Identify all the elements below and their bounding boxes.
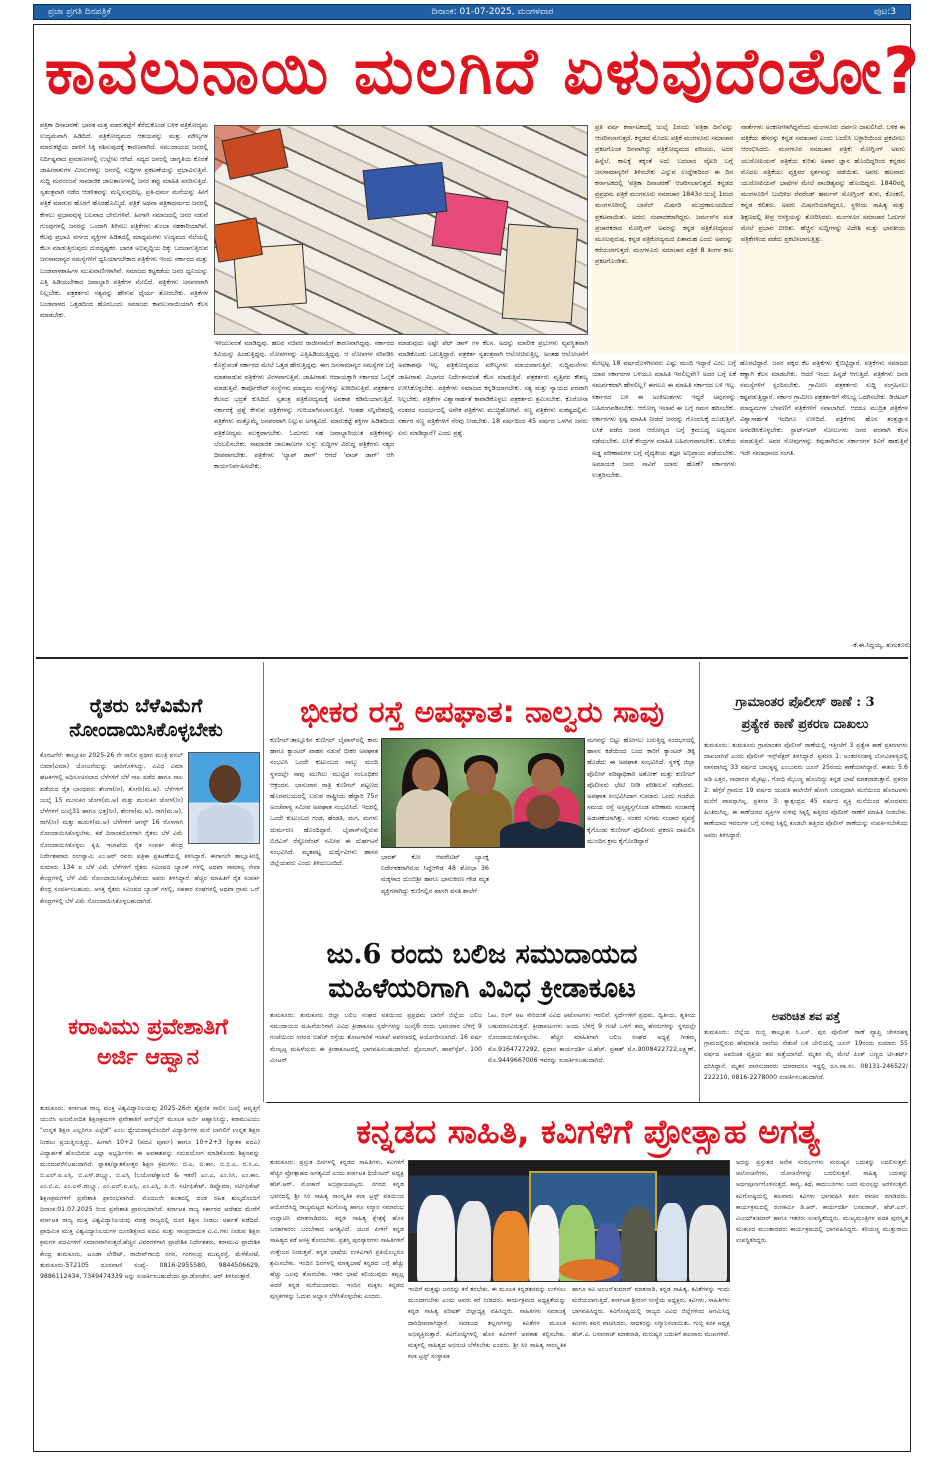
accident-story-column-2 bbox=[381, 852, 489, 937]
kannada-lit-text: ಹಾಗೂ ಕವಿ ಅಂಜನ್‌ಕುಮಾರ್ ಮಾತನಾಡಿ, ಕನ್ನಡ ಸಾಹಿತ್ಯ, ಕವಿತೆಗಳನ್ನು ಇಂದು ಮರೆಯಲಾಗುತ್ತಿದೆ. ಕರ್ನಾಟಕ ಶ್ರೀರಂಗ ಸಂಸ್ಥೆಯ ಅಧ್ಯಕ್ಷರು, ಕವಿಗಳು, ಸಾಹಿತಿಗಳು ಭಾಗವಹಿಸಿದ್ದರು. ಕವಿಗೋಷ್ಠಿಯಲ್ಲಿ ರಾಜ್ಯದ ವಿವಿಧ ಜಿಲ್ಲೆಗಳಿಂದ ಆಗಮಿಸಿದ್ದ ಕವಿಗಳು ಕವನ ವಾಚಿಸಿದರು. ಸಾಧಕರನ್ನು ಸನ್ಮಾನಿಸಲಾಯಿತು. ಗುಬ್ಬಿ ಕನಕ ಅಧ್ಯಕ್ಷ ಹೆಚ್.ವಿ. ಬಸವರಾಜ್ ಮಾತನಾಡಿ, ಮನುಷ್ಯನ ಬದುಕಿಗೆ ಹಲವಾರು ಮುಖಗಳಿವೆ. bbox=[572, 1286, 730, 1338]
lead-story-column-5-shaded bbox=[738, 120, 908, 354]
accident-story-text: ಮಗನನ್ನು ಬಿಟ್ಟು ಹೋಗಲು ಬರುತ್ತಿದ್ದ ಸಂದರ್ಭದಲ್ಲಿ ಹಾಸನ ಕಡೆಯಿಂದ ಬಂದ ಕಾರಿಗೆ ಕ್ಯಾಂಟರ್ ಡಿಕ್ಕಿ ಹೊಡೆದು ಈ ಅಪಘಾತ ಸಂಭವಿಸಿದೆ. ಸ್ಥಳಕ್ಕೆ ಜಿಲ್ಲಾ ಪೊಲೀಸ್ ವರಿಷ್ಠಾಧಿಕಾರಿ ಅಶೋಕ್ ಮತ್ತು ಕುಣಿಗಲ್ ಪೊಲೀಸರು ಭೇಟಿ ನೀಡಿ ಪರಿಶೀಲನೆ ನಡೆಸಿದರು. ಅಪಘಾತ ಸಂಭವಿಸಿದಾಗ ಸುಮಾರು ಒಂದು ಗಂಟೆಯ ಸಮಯ ರಸ್ತೆ ಅಸ್ತವ್ಯಸ್ತಗೊಂಡ ಪರಿಣಾಮ ಸಂಚಾರಕ್ಕೆ ಅಡಚಣೆಯಾಗಿತ್ತು, ನಂತರ ಸುಗಮ ಸಂಚಾರ ವ್ಯವಸ್ಥೆ ಕೈಗೊಂಡು ಕುಣಿಗಲ್ ಪೊಲೀಸರು ಪ್ರಕರಣ ದಾಖಲಿಸಿ ಮುಂದಿನ ಕ್ರಮ ಕೈಗೊಂಡಿದ್ದಾರೆ bbox=[587, 736, 695, 845]
unknown-body-story-body bbox=[704, 1027, 908, 1099]
ksou-headline-line-2: ಅರ್ಜಿ ಆಹ್ವಾನ bbox=[96, 1045, 200, 1070]
column-divider bbox=[699, 662, 700, 1102]
lead-story-column-4 bbox=[592, 358, 736, 654]
photo-person bbox=[493, 1211, 529, 1282]
balija-story-text: ತುಮಕೂರು: ತುಮಕೂರು ಜಿಲ್ಲಾ ಬಲಿಜ ಸಂಘದ ವತಿಯಿಂದ ಪ್ರಪ್ರಥಮ ಬಾರಿಗೆ ಜಿಲ್ಲೆಯ ಬಲಿಜ ಸಮುದಾಯದ ಮಹಿಳೆಯರಿಗಾಗಿ ವಿವಿಧ ಕ್ರೀಡಾಕೂಟ ಸ್ಪರ್ಧೆಗಳನ್ನು ಜುಲೈ6 ರಂದು ಭಾನುವಾರ ಬೆಳಿಗ್ಗೆ 9 ಗಂಟೆಯಿಂದ ನಗರದ ಬಿಹೆಚ್ ರಸ್ತೆಯ ತೋಟಗಾರಿಕೆ ಇಲಾಖೆ ಆವರಣದಲ್ಲಿ ಆಯೋಜಿಸಲಾಗಿದೆ. 16 ವರ್ಷ ಮೇಲ್ಪಟ್ಟ ಮಹಿಳೆಯರು ಈ ಕ್ರೀಡಾಕೂಟದಲ್ಲಿ ಭಾಗವಹಿಸಬಹುದಾಗಿದೆ. ಥ್ರೋಬಾಲ್, ಹಾಪ್‌ಸ್ಟೆಪ್, 100 ಮೀಟರ್ bbox=[270, 1012, 482, 1064]
kannada-lit-text: ಇಂದಿಗೆ ಮತ್ತಷ್ಟು ಜನರನ್ನು ಕರೆ ತರಬೇಕು. ಈ ಮೂಲಕ ಕನ್ನಡತನವನ್ನು ಉಳಿಸಲು ಮುಂದಾಗಬೇಕು ಎಂದು ಅವರು ಕರೆ ನೀಡಿದರು. ಕಾರ್ಯಕ್ರಮದ ಅಧ್ಯಕ್ಷತೆಯನ್ನು ಕನ್ನಡ ಸಾಹಿತ್ಯ ಪರಿಷತ್ ಜಿಲ್ಲಾಧ್ಯಕ್ಷ ವಹಿಸಿದ್ದರು. ಸಾಹಿತಿಗಳು ಸಮಾಜಕ್ಕೆ ದಾರಿದೀಪವಾಗಿದ್ದಾರೆ. ಸಮಾಜದ ತಲ್ಲಣಗಳನ್ನು ಕವಿತೆಗಳ ಮೂಲಕ ಅಭಿವ್ಯಕ್ತಿಸುತ್ತಾರೆ. ಕವಿಗೋಷ್ಠಿಗಳಲ್ಲಿ ಹೊಸ ಕವಿಗಳಿಗೆ ಅವಕಾಶ ಕಲ್ಪಿಸಬೇಕು. ಮಕ್ಕಳಲ್ಲಿ ಸಾಹಿತ್ಯದ ಅಭಿರುಚಿ ಬೆಳೆಸಬೇಕು ಎಂದರು. ಶ್ರೀ ಸಿರಿ ಸಾಹಿತ್ಯ ಸಾಂಸ್ಕೃತಿಕ ಕಲಾ ಟ್ರಸ್ಟ್ ಸಂಸ್ಥಾಪಕ bbox=[408, 1286, 566, 1361]
lead-story-text: ಮಾಡುವುದು ಅಷ್ಟೇ ಪೆಟ್ ಡಾಗ್ ಗಳ ಕೆಲಸ. ಅದನ್ನು ಮಾಲೀಕ ಪ್ರಭುಗಳು ವ್ಯವಸ್ಥಿತವಾಗಿ ಮಾಡಿಕೊಂಡು ಬರುತ್ತಿದ್ದಾರೆ. ಪತ್ರಕರ್ತ ಸ್ವತಂತ್ರವಾಗಿ ಆಲೋಚಿಸುತ್ತಿಲ್ಲ. ಅಂತಹ ಆಲೋಚನೆಗೆ ಅವಕಾಶವೂ ಇಲ್ಲ. ಪತ್ರಿಕೋದ್ಯಮದ ಮೌಲ್ಯಗಳು ಮಾಯವಾಗುತ್ತಿವೆ. ಸುದ್ದಿಮನೆಗಳು ಜಾಹೀರಾತು ವಿಭಾಗದ ನಿರ್ದೇಶನದಂತೆ ಕೆಲಸ ಮಾಡುತ್ತಿವೆ. ಪತ್ರಕರ್ತರು ವೃತ್ತಿಪರ ಕೌಶಲ್ಯ ಉಳಿಸಿಕೊಳ್ಳಬೇಕು. ಪತ್ರಿಕೆಗಳು ಸಮಾಜದ ಕನ್ನಡಿಯಾಗಬೇಕು. ಸತ್ಯ ಮತ್ತು ನ್ಯಾಯದ ಪರವಾಗಿ ನಿಲ್ಲಬೇಕು. ಪತ್ರಿಕೆಗಳ ವಿಶ್ವಾಸಾರ್ಹತೆ ಕಾಪಾಡಿಕೊಳ್ಳಲು ಪತ್ರಕರ್ತರು ಶ್ರಮಿಸಬೇಕು. ಕೊರೋನಾ ನಂತರದ ಸಂದರ್ಭದಲ್ಲಿ ಅನೇಕ ಪತ್ರಿಕೆಗಳು ಮುಚ್ಚಿಹೋಗಿವೆ. ಸಣ್ಣ ಪತ್ರಿಕೆಗಳು ಸಂಕಷ್ಟದಲ್ಲಿವೆ. ಸರ್ಕಾರ ಸಣ್ಣ ಪತ್ರಿಕೆಗಳಿಗೆ ನೆರವು ನೀಡಬೇಕು. 18 ವರ್ಷದಿಂದ 45 ವರ್ಷದ ಒಳಗಿನ ಜನರು ಏನು ಮಾಡಿದ್ದಾರೆ? ಎಂದು ಪ್ರಶ್ನೆ. bbox=[398, 339, 588, 437]
kannada-lit-text: ತುಮಕೂರು: ಪ್ರಸ್ತುತ ದಿನಗಳಲ್ಲಿ ಕನ್ನಡದ ಸಾಹಿತಿಗಳು, ಕವಿಗಳಿಗೆ ಹೆಚ್ಚಿನ ಪ್ರೋತ್ಸಾಹದ ಅಗತ್ಯವಿದೆ ಎಂದು ಕರ್ನಾಟಕ ಥಿಯೇಟರ್ ಅಧ್ಯಕ್ಷ ಹೆಚ್.ಆರ್. ಮೋಹನ್ ಅಭಿಪ್ರಾಯಪಟ್ಟರು. ನಗರದ ಕನ್ನಡ ಭವನದಲ್ಲಿ ಶ್ರೀ ಸಿರಿ ಸಾಹಿತ್ಯ ಸಾಂಸ್ಕೃತಿಕ ಕಲಾ ಟ್ರಸ್ಟ್ ವತಿಯಿಂದ ಆಯೋಜಿಸಿದ್ದ ರಾಜ್ಯಮಟ್ಟದ ಕವಿಗೋಷ್ಠಿ ಹಾಗೂ ಸನ್ಮಾನ ಸಮಾರಂಭ ಉದ್ಘಾಟಿಸಿ ಮಾತನಾಡಿದರು. ಕನ್ನಡ ಸಾಹಿತ್ಯ ಕ್ಷೇತ್ರಕ್ಕೆ ಹೊಸ ಬರಹಗಾರರು ಬರಬೇಕಾದ ಅಗತ್ಯವಿದೆ. ಯುವ ಪೀಳಿಗೆ ಕನ್ನಡ ಸಾಹಿತ್ಯದ ಕಡೆ ಆಸಕ್ತಿ ತೋರಬೇಕು. ಪ್ರಶಸ್ತಿ ಪುರಸ್ಕಾರಗಳು ಸಾಹಿತಿಗಳಿಗೆ ಉತ್ತೇಜನ ನೀಡುತ್ತವೆ. ಕನ್ನಡ ಭಾಷೆಯ ಉಳಿವಿಗಾಗಿ ಪ್ರತಿಯೊಬ್ಬರೂ ಶ್ರಮಿಸಬೇಕು. ಇಂದಿನ ದಿನಗಳಲ್ಲಿ ಮಾತೃಭಾಷೆ ಕನ್ನಡದ ಬಗ್ಗೆ ಹೆಚ್ಚು ಹೆಚ್ಚು ಒಲವು ತೋರಬೇಕು. ಇತರ ಭಾಷೆ ಕಲಿಯುವುದು ತಪ್ಪಲ್ಲ ಆದರೆ ಕನ್ನಡ ಮರೆಯಬಾರದು. ಇಂದಿನ ಮಕ್ಕಳು ಕನ್ನಡದ ಪುಸ್ತಕಗಳನ್ನು ಓದುವ ಅಭ್ಯಾಸ ಬೆಳೆಸಿಕೊಳ್ಳಬೇಕು ಎಂದರು. bbox=[270, 1159, 404, 1301]
police-story-body bbox=[704, 740, 908, 1008]
farmers-story-body bbox=[40, 750, 260, 1005]
lead-story-column-2 bbox=[214, 338, 394, 654]
lead-story-text: ಮೇಲ್ಪಟ್ಟ 18 ವರ್ಷದೊಳಗಿನವರು ಎಷ್ಟು ಮಂದಿ ಇದ್ದಾರೆ ಎಂಬ ಬಗ್ಗೆ ಯಾವ ಸರ್ಕಾರಗಳ ಬಳಿಯೂ ಮಾಹಿತಿ ಇರಲಿಲ್ಲವೇ? ಅದರ ಬಗ್ಗೆ ಏಕೆ ಸಮರ್ಪಕವಾಗಿ ಹೇಳಲಿಲ್ಲ? ಈಗಲೂ ಈ ಮಾಹಿತಿ ಸರ್ಕಾರದ ಬಳಿ ಇಲ್ಲ. ಸರ್ಕಾರದ ಬಳಿ ಈ ಅಂಕಿಅಂಶಗಳು ಇದ್ದರೆ ಅವುಗಳನ್ನು ಬಹಿರಂಗಪಡಿಸಬೇಕು. ಆರೋಗ್ಯ ಇಲಾಖೆ ಈ ಬಗ್ಗೆ ಗಮನ ಹರಿಸಬೇಕು. ಸರ್ಕಾರಗಳು ಸ್ಪಷ್ಟ ಮಾಹಿತಿ ನೀಡದೆ ಜನರನ್ನು ಗೊಂದಲಕ್ಕೆ ದೂಡುತ್ತಿವೆ. ಲಸಿಕೆ ಪಡೆದ ಜನರ ಆರೋಗ್ಯದ ಬಗ್ಗೆ ಕ್ರಮಬದ್ಧ ಅಧ್ಯಯನ ನಡೆಯಬೇಕು. ಲಸಿಕೆ ಕೇಂದ್ರಗಳ ಮಾಹಿತಿ ಬಹಿರಂಗವಾಗಬೇಕು. ಲಸಿಕೆಯ ಅಡ್ಡ ಪರಿಣಾಮಗಳ ಬಗ್ಗೆ ವೈದ್ಯಕೀಯ ತಜ್ಞರ ಅಭಿಪ್ರಾಯ ಪಡೆಯಬೇಕು. ಅಮಾಯಕ ಜನರ ಸಾವಿಗೆ ಯಾರು ಹೊಣೆ? ಸರ್ಕಾರಗಳು ಉತ್ತರಿಸಬೇಕು. bbox=[592, 359, 736, 480]
section-divider bbox=[266, 1102, 908, 1103]
kannada-lit-column-3 bbox=[572, 1284, 730, 1424]
ksou-headline-line-1: ಕರಾವಿಮು ಪ್ರವೇಶಾತಿಗೆ bbox=[68, 1015, 228, 1040]
event-photo bbox=[408, 1160, 730, 1282]
kannada-lit-text: ಅದನ್ನು ಪ್ರಸ್ತುತದ ಅನೇಕ ಸಂದರ್ಭಗಳು ಮನುಷ್ಯನ ಬದುಕನ್ನು ಬದಲಿಸುತ್ತವೆ. ಆಲೋಚನೆಗಳು, ಯೋಚನೆಗಳನ್ನು ಬದಲಿಸುತ್ತವೆ. ಸಾಹಿತ್ಯ ಬದುಕನ್ನು ಅರ್ಥಪೂರ್ಣಗೊಳಿಸುತ್ತದೆ. ಕಾವ್ಯ, ಕಥೆ, ಕಾದಂಬರಿಗಳು ಜನರ ಮನಸ್ಸನ್ನು ಅರಳಿಸುತ್ತವೆ. ಕವಿಗೋಷ್ಠಿಯಲ್ಲಿ ಹಲವಾರು ಕವಿಗಳು ಭಾಗವಹಿಸಿ ಕವನ ವಾಚನ ಮಾಡಿದರು. ಕಾರ್ಯಕ್ರಮದಲ್ಲಿ ರಂಗಕರ್ಮಿ ಡಿ.ಆರ್. ಕಾರ್ಯದರ್ಶಿ ಬಸವರಾಜ್, ಹೆಚ್.ಎನ್. ವಿಜಯ್‌ಕುಮಾರ್ ಹಾಗೂ ಇತರರು ಉಪಸ್ಥಿತರಿದ್ದರು. ಮುಖ್ಯಮಂತ್ರಿಗಳ ಪದಕ ಪುರಸ್ಕೃತ ಮುಕುಂದ ಮುಂತಾದವರು ಕಾರ್ಯಕ್ರಮದಲ್ಲಿ ಭಾಗವಹಿಸಿದ್ದರು. ಕರಿಯಣ್ಣ ಮುತ್ತುರಾಜು ಉಪಸ್ಥಿತರಿದ್ದರು. bbox=[736, 1159, 908, 1245]
lead-story-text: ಹೊರಟಿದ್ದಾರೆ. ಜನರ ಪಕ್ಕದ ಕೆಲ ಪತ್ರಿಕೆಗಳು ಕೈಬಿಟ್ಟಿದ್ದಾರೆ. ಪತ್ರಿಕೆಗಳು ಸಮಾಜದ ಕಣ್ಣಾಗಿ ಕೆಲಸ ಮಾಡಬೇಕು. ಆದರೆ ಇಂದು ಹಿನ್ನಡೆ ಆಗುತ್ತಿದೆ. ಪತ್ರಿಕೆಗಳು ಜನರ ಸಮಸ್ಯೆಗಳಿಗೆ ಸ್ಪಂದಿಸಬೇಕು. ಗ್ರಾಮೀಣ ಪತ್ರಕರ್ತರು ಸುದ್ದಿ ಸಂಗ್ರಹಿಸಲು ಕಷ್ಟಪಡುತ್ತಿದ್ದಾರೆ. ಸರ್ಕಾರ ಗ್ರಾಮೀಣ ಪತ್ರಕರ್ತರಿಗೆ ಸೌಲಭ್ಯ ಒದಗಿಸಬೇಕು. ಡಿಜಿಟಲ್ ಮಾಧ್ಯಮಗಳ ಬೆಳವಣಿಗೆ ಪತ್ರಿಕೆಗಳಿಗೆ ಸವಾಲಾಗಿದೆ. ಆದರೂ ಮುದ್ರಿತ ಪತ್ರಿಕೆಗಳ ವಿಶ್ವಾಸಾರ್ಹತೆ ಇಂದಿಗೂ ಉಳಿದಿದೆ. ಪತ್ರಿಕೆಗಳು ಹೊಸ ತಂತ್ರಜ್ಞಾನ ಅಳವಡಿಸಿಕೊಳ್ಳಬೇಕು. ಸ್ಟಾರ್ಟ್ಅಪ್ ಸೋಲುಗಳು ಜನರ ಪರವಾಗಿ ಕೆಲಸ ಮಾಡುತ್ತಿವೆ. ಅವರ ನೋವುಗಳನ್ನು ಕಿವುಡಾಗಿರುವ ಸರ್ಕಾರಗಳ ಕಿವಿಗೆ ಹಾಕುತ್ತಿವೆ ಇದೇ ಸಮಾಧಾನದ ಸಂಗತಿ. bbox=[740, 359, 908, 457]
newspapers-photo bbox=[214, 125, 588, 335]
lead-story-text: ವಾರ್ತೆಗಳು ಅಂಕಣಗಳಾಗಿದ್ದವೆಂದು ಮಂಗಳೂರು ದರ್ಪಣ ದಾಖಲಿಸಿದೆ. ಬಳಿಕ ಈ ಪತ್ರಿಕೆಯ ಹೆಸರನ್ನು ಕನ್ನಡ ಸಮಾಚಾರ ಎಂದು ಬದಲಿಸಿ ಬಳ್ಳಾರಿಯಿಂದ ಪ್ರಕಟಿಸಲು ಆರಂಭಿಸಿದರು. ಮಂಗಳೂರ ಸಮಾಚಾರ ಪತ್ರಿಕೆ: ಮೋಗ್ಲಿಂಗ್ ಅವರು ಯುರೋಪಿಯನ್ ಪತ್ರಿಕೆಯ ಕುರಿತು ಅಪಾರ ಜ್ಞಾನ ಹೊಂದಿದ್ದರಿಂದ ಕನ್ನಡದ ಮೊದಲ ಪತ್ರಿಕೆಯು ವ್ಯಕ್ತಿಪರ ಸ್ಪರ್ಶವನ್ನು ಪಡೆಯಿತು. ಅವರು ಹಲವಾರು ಯುರೋಪಿಯನ್ ಭಾಷೆಗಳ ಮೇಲೆ ಪಾಂಡಿತ್ಯವನ್ನು ಹೊಂದಿದ್ದರು. 1840ರಲ್ಲಿ ಮಂಗಳೂರಿಗೆ ಬಂದಿಳಿದ ರೆವರೆಂಡ್ ಹರ್ಮನ್ ಮೋಗ್ಲಿಂಗ್ ತುಳು, ಕೊಂಕಣಿ, ಕನ್ನಡ ಕಲಿತರು. ಅವರು ಮಿಷನರಿಯಾಗಿದ್ದರೂ, ಸ್ಥಳೀಯ ಸಾಹಿತ್ಯ ಮತ್ತು ಶಿಕ್ಷಣದಲ್ಲಿ ತೀವ್ರ ಆಸಕ್ತಿಯನ್ನು ತೋರಿಸಿದರು. ಮಂಗಳೂರ ಸಮಾಚಾರ ಓದುಗರ ಮೇಲೆ ಪ್ರಭಾವ ಬೀರಿತು. ಹೆಚ್ಚಿನ ಸುದ್ದಿಗಳನ್ನು ವಿದೇಶಿ ಮತ್ತು ಭಾರತೀಯ ಪತ್ರಿಕೆಗಳಿಂದ ಪಡೆದು ಪ್ರಕಟಿಸಲಾಗುತ್ತಿತ್ತು. bbox=[741, 123, 905, 244]
unknown-body-headline: ಅಪರಿಚಿತ ಶವ ಪತ್ತೆ bbox=[771, 1010, 841, 1023]
page-number: ಪುಟ:3 bbox=[874, 7, 896, 17]
photo-person-head bbox=[526, 795, 560, 829]
photo-person-girl bbox=[396, 789, 454, 848]
accident-story-column-1 bbox=[270, 735, 378, 935]
family-photo bbox=[381, 738, 585, 848]
flower-garland bbox=[559, 1259, 619, 1281]
farmer-officer-portrait bbox=[188, 752, 260, 844]
photo-person bbox=[657, 1203, 687, 1282]
lead-story-column-4-shaded bbox=[592, 120, 736, 354]
ksou-story-text: ತುಮಕೂರು: ಕರ್ನಾಟಕ ರಾಜ್ಯ ಮುಕ್ತ ವಿಶ್ವವಿದ್ಯಾನಿಲಯವು 2025-26ನೇ ಶೈಕ್ಷಣಿಕ ಸಾಲಿನ ಜುಲೈ ಆವೃತ್ತಿಗೆ ಯುಜಿಸಿ ಅನುಮೋದಿತ ಶಿಕ್ಷಣಕ್ರಮಗಳ ಪ್ರವೇಶಾತಿಗೆ ಆನ್‌ಲೈನ್ ಮೂಲಕ ಅರ್ಜಿ ಆಹ್ವಾನಿಸಿದ್ದು, ಕರಾಮುವಿಯು "ಉನ್ನತ ಶಿಕ್ಷಣ ಎಲ್ಲರಿಗೂ ಎಲ್ಲೆಡೆ" ಎಂಬ ಧ್ಯೇಯವಾಕ್ಯದೊಂದಿಗೆ ವಿದ್ಯಾರ್ಥಿಗಳ ಮನೆ ಬಾಗಿಲಿಗೆ ಉನ್ನತ ಶಿಕ್ಷಣ ನೀಡಲು ಪ್ರಯತ್ನಿಸುತ್ತಿದ್ದು, ಹೀಗಾಗಿ 10+2 (ಪದವಿ ಪೂರ್ವ) ಹಾಗೂ 10+2+3 (ಸ್ನಾತಕ ಪದವಿ) ವಿದ್ಯಾರ್ಹತೆ ಹೊಂದಿರುವ ಎಲ್ಲಾ ಅಭ್ಯರ್ಥಿಗಳು ಈ ಅವಕಾಶವನ್ನು ಸದುಪಯೋಗ ಮಾಡಿಕೊಂಡು ಶಿಕ್ಷಣವನ್ನು ಮುಂದುವರೆಸಬಹುದಾಗಿದೆ. ಸ್ನಾತಕ/ಸ್ನಾತಕೋತ್ತರ ಶಿಕ್ಷಣ ಕ್ರಮಗಳು: ಬಿ.ಎ, ಬಿ.ಕಾಂ, ಬಿ.ಬಿ.ಎ, ಬಿ.ಸಿ.ಎ, ಬಿ.ಎಲ್.ಐ.ಎಸ್ಸಿ, ಬಿ.ಎಸ್.ಡಬ್ಲ್ಯೂ, ಬಿ.ಎಸ್ಸಿ (ಬಯೋಟೆಕ್ನಾಲಜಿ & ಇತರೆ) ಎಂ.ಎ, ಎಂ.ಸಿಸಿ, ಎಂ.ಕಾಂ, ಎಂ.ಬಿ.ಎ, ಎಂ.ಎಸ್.ಡಬ್ಲ್ಯೂ, ಎಂ.ಎಲ್.ಐ.ಎಸ್ಸಿ, ಎಂ.ಎಸ್ಸಿ, ಪಿ.ಜಿ. ಸರ್ಟಿಫಿಕೇಟ್, ಡಿಪ್ಲೊಮಾ, ಸರ್ಟಿಫಿಕೇಟ್ ಶಿಕ್ಷಣಕ್ರಮಗಳಿಗೆ ಪ್ರವೇಶಾತಿ ಪ್ರಾರಂಭವಾಗಿದೆ. ಮೊದಲನೇ ಹಂತದಲ್ಲಿ ದಂಡ ರಹಿತ ಶುಲ್ಕದೊಂದಿಗೆ ದಿನಾಂಕ:01.07.2025 ರಿಂದ ಪ್ರವೇಶಾತಿ ಪ್ರಾರಂಭವಾಗಿದೆ. ಕರ್ನಾಟಕ ರಾಜ್ಯ ಸರ್ಕಾರದ ಆದೇಶದ ಮೇರೆಗೆ ಕರ್ನಾಟಕ ರಾಜ್ಯ ಮುಕ್ತ ವಿಶ್ವವಿದ್ಯಾನಿಲಯವು ಮಾತ್ರ ರಾಜ್ಯದಲ್ಲಿ ದೂರ ಶಿಕ್ಷಣ ನೀಡಲು ಅರ್ಹತೆ ಪಡೆದಿದೆ. ಪ್ರಾಥಮಿಕ ಮುಕ್ತ ವಿಶ್ವವಿದ್ಯಾನಿಲಯಗಳ ದೂರಶಿಕ್ಷಣದ ಪದವಿ ಮತ್ತು ಸಾಂಪ್ರದಾಯಿಕ ವಿ.ವಿ.ಗಳು ನೀಡುವ ಶಿಕ್ಷಣ ಕ್ರಮಗಳ ಪದವಿಗಳಿಗೆ ಸಮಾನವಾಗಿರುತ್ತದೆ.ಹೆಚ್ಚಿನ ವಿವರಗಳಿಗಾಗಿ ಪ್ರಾದೇಶಿಕ ನಿರ್ದೇಶಕರು, ಕರಾಮುವಿ ಪ್ರಾದೇಶಿಕ ಕೇಂದ್ರ ತುಮಕೂರು, ಟೂಡಾ ಲೇಔಟ್, ರಾಜೀವ್‌ಗಾಂಧಿ ನಗರ, ಗಂಗಸಂದ್ರ ಮುಖ್ಯರಸ್ತೆ, ಮೆಳೆಕೋಟೆ, ತುಮಕೂರು-572105 ದೂರವಾಣಿ ಸಂಖ್ಯೆ- 0816-2955580, 9844506629, 9886112434, 7349474339 ಅನ್ನು ಸಂಪರ್ಕಿಸಬಹುದೆಂದು ಪ್ರಾ.ಡೋಜೇನ. ಆರ್ ತಿಳಿಸಿರುತ್ತಾರೆ. bbox=[40, 1105, 260, 1281]
farmers-headline-line-2: ನೋಂದಾಯಿಸಿಕೊಳ್ಳಬೇಕು bbox=[69, 719, 223, 741]
lead-story-text: ಇಳಿಯುವಂತೆ ಮಾಡಿದ್ದವು. ಹಲವ ಸಚಿವರ ರಾಜೀನಾಮೆಗೆ ಕಾರಣವಾಗಿದ್ದವು. ಸರ್ಕಾರದ ಕಿವಿಯನ್ನು ಹಿಂಡುತ್ತಿದ್ದವು. ಲೋಪಗಳನ್ನು ಎತ್ತಿಹಿಡಿಯುತ್ತಿದ್ದವು. ಆ ಲೋಪಗಳ ಸರಿಪಡಿಸಿ ಕೊಳ್ಳುವಂತೆ ಸರ್ಕಾರದ ಮೇಲೆ ಒತ್ತಡ ಹೇರುತ್ತಿದ್ದವು. ಈಗ ಜನಸಾಮಾನ್ಯರ ಸಮಸ್ಯೆಗಳ ಬಗ್ಗೆ ಮಾತನಾಡುವ ಪತ್ರಿಕೆಗಳು ವಿರಳವಾಗುತ್ತಿವೆ. ಜಾಹೀರಾತು ಆದಾಯಕ್ಕಾಗಿ ಸರ್ಕಾರದ ಓಲೈಕೆ ಮಾಡುತ್ತಿವೆ. ಕಾರ್ಪೊರೇಟ್ ಸಂಸ್ಥೆಗಳು ಮಾಧ್ಯಮ ಸಂಸ್ಥೆಗಳನ್ನು ಖರೀದಿಸುತ್ತಿವೆ. ಪತ್ರಕರ್ತರ ಕೆಲಸದ ಭದ್ರತೆ ಕುಸಿದಿದೆ. ಸ್ವತಂತ್ರ ಪತ್ರಿಕೋದ್ಯಮಕ್ಕೆ ಅವಕಾಶ ಕಡಿಮೆಯಾಗುತ್ತಿದೆ. ಸರ್ಕಾರಕ್ಕೆ ಪ್ರಶ್ನೆ ಕೇಳುವ ಪತ್ರಿಕೆಗಳನ್ನು ಗುರಿಯಾಗಿಸಲಾಗುತ್ತಿದೆ. ಇಂತಹ ಸನ್ನಿವೇಶದಲ್ಲಿ ಪತ್ರಿಕೆಗಳು ಮತ್ತೊಮ್ಮೆ ಜನಪರವಾಗಿ ನಿಲ್ಲುವ ಅಗತ್ಯವಿದೆ. ಮಾರುಕಟ್ಟೆ ಶಕ್ತಿಗಳ ಹಿಡಿತದಿಂದ ಪತ್ರಿಕೋದ್ಯಮ ಮುಕ್ತವಾಗಬೇಕು. ಓದುಗರು ಸಹ ಜವಾಬ್ದಾರಿಯುತ ಪತ್ರಿಕೆಗಳನ್ನು ಬೆಂಬಲಿಸಬೇಕು. ಸಾಮಾಜಿಕ ಜಾಲತಾಣಗಳ ಸುಳ್ಳು ಸುದ್ದಿಗಳ ವಿರುದ್ಧ ಪತ್ರಿಕೆಗಳು ಸತ್ಯದ ದೀಪವಾಗಬೇಕು. ಪತ್ರಿಕೆಗಳು 'ಲ್ಯಾಪ್ ಡಾಗ್' ಆಗದೆ 'ವಾಚ್ ಡಾಗ್' ಆಗಿ ಕಾರ್ಯನಿರ್ವಹಿಸಬೇಕು. bbox=[214, 339, 394, 471]
accident-story-text: ಭಾರತ್ ಕೋ ಆಪರೇಟಿವ್ ಬ್ಯಾಂಕ್ನ ನಿರ್ದೇಶಕರಾಗಿರುವ ಸಿದ್ದೇಗೌಡ 48 ಶೋಭಾ 36 ಮಕ್ಕಳಾದ ದುಂಬಿಶ್ರೀ ಹಾಗೂ ಭಾನುಕಿರಣ ಗೌಡ ಮೃತ ವ್ಯಕ್ತಿಗಳಾಗಿದ್ದು ಕುಣಿಗಲ್ಲಿನ ಖಾಸಗಿ ವಸತಿ ಶಾಲೆಗೆ bbox=[381, 853, 489, 895]
balija-headline-line-1: ಜು.6 ರಂದು ಬಲಿಜ ಸಮುದಾಯದ bbox=[326, 939, 638, 970]
accident-headline: ಭೀಕರ ರಸ್ತೆ ಅಪಘಾತ: ನಾಲ್ವರು ಸಾವು bbox=[300, 695, 664, 730]
balija-headline-line-2: ಮಹಿಳೆಯರಿಗಾಗಿ ವಿವಿಧ ಕ್ರೀಡಾಕೂಟ bbox=[328, 973, 636, 1004]
section-divider bbox=[36, 657, 908, 659]
unknown-body-story-text: ತುಮಕೂರು: ಜಿಲ್ಲೆಯ ಗುಬ್ಬಿ ತಾಲ್ಲೂಕು ಸಿ.ಎಸ್. ಪುರ ಪೊಲೀಸ್ ಠಾಣೆ ವ್ಯಾಪ್ತಿ ಚೇಳನಹಳ್ಳಿ ಗ್ರಾಮದಲ್ಲಿರುವ ಹೇಮಾವತಿ ನಾಲೆಯ ಸೇತುವೆ ಬಳಿ ಬೇಲಿಯಲ್ಲಿ ಜೂನ್ 19ರಂದು ಸುಮಾರು 55 ವರ್ಷದ ಅಪರಿಚಿತ ವ್ಯಕ್ತಿಯ ಶವ ಪತ್ತೆಯಾಗಿದೆ. ಮೃತನ ಮೈ ಮೇಲೆ ಪಿಂಕ್ ಬಣ್ಣದ ಟೀ-ಶರ್ಟ್ ಧರಿಸಿದ್ದಾನೆ. ಮೃತನ ವಾರಸುದಾರರು ಯಾರಾದರೂ ಇದ್ದಲ್ಲಿ ದೂ.ವಾ.ಸಂ. 08131-246522/ 222210, 0816-2278000 ಸಂಪರ್ಕಿಸಬಹುದಾಗಿದೆ. bbox=[704, 1029, 908, 1081]
photo-paper-clip bbox=[214, 217, 263, 262]
lead-story-text: ಪತ್ರಿಕಾ ದಿನಾಚರಣೆ: ಭಾರತ ಮತ್ತ ಮಾರುಕಟ್ಟೆಗೆ ತೆರೆದುಕೊಂಡ ಬಳಿಕ ಪತ್ರಿಕೋದ್ಯಮ ಉದ್ಯಮವಾಗಿ ಹಿಡಿದಿದೆ. ಪತ್ರಿಕೋದ್ಯಮದ ಆಶಯವನ್ನು ಮತ್ತು ಮೌಲ್ಯಗಳ ಮಾರುಕಟ್ಟೆಯ ದಾಳಿಗೆ ಸಿಕ್ಕಿ ನಶಿಸುವುದಕ್ಕೆ ಕಾರಣವಾಗಿದೆ. ಸಮುದಾಯದ ಜನರಲ್ಲಿ ನಿರ್ದಿಷ್ಟವಾದ ಪ್ರಮಾಣಗಳಲ್ಲಿ ಉಲ್ಲೇಖ ಆಗಿದೆ. ಸದ್ಯದ ಜನರಲ್ಲಿ ಜಾಗೃತಿಯ ಕೊರತೆ ಜಾಹೀರಾತುಗಳ ಮೀನುಗಳನ್ನು ಜನರಲ್ಲಿ ಸುದ್ದಿಗಳ ಪ್ರಕಟಣೆಯನ್ನು ಪ್ರಭಾವಿಸುತ್ತಿವೆ. ಸುದ್ದಿ ಮನರಂಜನೆ ಸಾಮಾಜಿಕ ಜಾಲತಾಣಗಳಲ್ಲಿ ಜನರ ತಪ್ಪು ಮಾಹಿತಿ ಪಸರಿಸುತ್ತಿದೆ. ಸ್ವತಂತ್ರವಾಗಿ ನಡೆದ ಆಡಳಿತವನ್ನು ಮನ್ನಿಸುವುದಿಲ್ಲ. ಪ್ರತಿ-ಧರ್ಮ ಮನೆಯನ್ನು ಹೀಗೆ ಪತ್ರಿಕೆ ಮಾಡುವ ಹೊರಗೆ ಹೊರಹೊಮ್ಮಿದೆ. ಪತ್ರಿಕೆ ಅಥವಾ ಪತ್ರಿಕಾಧರ್ಮದ ಜನರಲ್ಲಿ ಕೇಳಲು ಪ್ರಭಾವವುಳ್ಳ ಬಲವಾದ ಬೇರುಗಳಿವೆ. ಹೀಗಾಗಿ ಸಮಾಜದಲ್ಲಿ ಜನರ ನಡುವೆ ಗುಂಪುಗಳಲ್ಲಿ ಜನರನ್ನು ಒಂದಾಗಿ ತಿಳಿಸಲು ಪತ್ರಿಕೆಗಳು ತುಂಬಾ ಸಹಕಾರಿಯಾಗಿವೆ. ಕೆಲವು ಪ್ರಭಾವಿ ವರ್ಗದ ವ್ಯಕ್ತಿಗಳ ಹಿಡಿತದಲ್ಲಿ ಮಾಧ್ಯಮಗಳು ಉದ್ಯಮದ ನೆಲೆಯಲ್ಲಿ ಕೆಲಸ ಮಾಡುತ್ತಿರುವುದು ದುರದೃಷ್ಟಕರ. ಭಾರತ ಅಭಿವೃದ್ಧಿಯ ದಿಕ್ಕು ಬದಲಾಗುತ್ತಿರುವ ಜನಸಾಮಾನ್ಯರ ಸಮಸ್ಯೆಗಳಿಗೆ ಧ್ವನಿಯಾಗಬೇಕಾದ ಪತ್ರಿಕೆಗಳು ಇಂದು ಸರ್ಕಾರದ ಮತ್ತು ಬಂಡವಾಳಶಾಹಿಗಳ ಮುಖವಾಣಿಗಳಾಗಿವೆ. ಸಮಾಜದ ಕಟ್ಟಕಡೆಯ ಜನರ ಧ್ವನಿಯನ್ನು ಎತ್ತಿ ಹಿಡಿಯಬೇಕಾದ ಜವಾಬ್ದಾರಿ ಪತ್ರಿಕೆಗಳ ಮೇಲಿದೆ. ಪತ್ರಿಕೆಗಳು ಜನಪರವಾಗಿ ನಿಲ್ಲಬೇಕು. ಪತ್ರಕರ್ತರು ಸತ್ಯವನ್ನು ಹೇಳುವ ಧೈರ್ಯ ತೋರಬೇಕು. ಪತ್ರಿಕೆಗಳ ಬಂಡವಾಳದ ಒತ್ತಡದಿಂದ ಹೊರಬಂದು ಸಮಾಜದ ಕಾವಲುನಾಯಿಯಾಗಿ ಕೆಲಸ ಮಾಡಬೇಕು. bbox=[40, 121, 208, 320]
police-headline-line-1: ಗ್ರಾಮಾಂತರ ಪೊಲೀಸ್ ಠಾಣೆ : 3 bbox=[735, 695, 875, 710]
accident-story-column-3 bbox=[587, 735, 695, 935]
photo-person bbox=[689, 1205, 727, 1282]
balija-story-column-1 bbox=[270, 1010, 482, 1100]
lead-story-author: -ಕೆ.ಈ.ಸಿದ್ದಯ್ಯ, ತುಮಕೂರು bbox=[851, 641, 910, 649]
date-line: ದಿನಾಂಕ: 01-07-2025, ಮಂಗಳವಾರ bbox=[431, 7, 554, 17]
photo-person-head bbox=[531, 759, 561, 793]
lead-story-column-1 bbox=[40, 120, 208, 652]
photo-person bbox=[621, 1207, 655, 1282]
balija-headline bbox=[266, 938, 698, 1006]
police-headline bbox=[702, 692, 908, 736]
photo-paper-clip bbox=[221, 128, 288, 180]
photo-person bbox=[529, 1205, 559, 1282]
balija-story-text: ಓಟ, ರಿಂಗ್ ಆಟ ಸೇರಿದಂತೆ ವಿವಿಧ ಆಟೋಟಗಳು ಇರಲಿವೆ. ಸ್ಪರ್ಧೆಗಳಿಗೆ ಪ್ರಥಮ, ದ್ವಿತೀಯ, ತೃತೀಯ ಬಹುಮಾನವಿರುತ್ತದೆ. ಕ್ರೀಡಾಪಟುಗಳು ಅಂದು ಬೆಳಿಗ್ಗೆ 9 ಗಂಟೆ ಒಳಗೆ ತಮ್ಮ ಹೆಸರುಗಳನ್ನು ಸ್ಥಳದಲ್ಲೇ ನೋಂದಾಯಿಸಿಕೊಳ್ಳಬೇಕು. ಹೆಚ್ಚಿನ ಮಾಹಿತಿಗಾಗಿ ಬಲಿಜ ಸಂಘದ ಅಧ್ಯಕ್ಷೆ ಗೀತಮ್ಮ ಮೊ.9164727292, ಪ್ರಧಾನ ಕಾರ್ಯದರ್ಶಿ ಟಿ.ಹೆಚ್. ಪ್ರಕಾಶ್ ಮೊ.9008422722,ಲಕ್ಷ್ಮಣ್, ಮೊ.9449667006 ಇವರನ್ನು ಸಂಪರ್ಕಿಸಬಹುದಾಗಿದೆ. bbox=[488, 1012, 696, 1064]
kannada-lit-column-1 bbox=[270, 1157, 404, 1427]
paper-name: ಪ್ರಜಾ ಪ್ರಗತಿ ದಿನಪತ್ರಿಕೆ bbox=[48, 7, 112, 17]
farmers-headline-line-1: ರೈತರು ಬೆಳೆವಿಮೆಗೆ bbox=[89, 695, 203, 717]
balija-story-column-2 bbox=[488, 1010, 696, 1100]
photo-paper-clip bbox=[502, 224, 578, 324]
kannada-lit-headline: ಕನ್ನಡದ ಸಾಹಿತಿ, ಕವಿಗಳಿಗೆ ಪ್ರೋತ್ಸಾಹ ಅಗತ್ಯ bbox=[356, 1112, 820, 1151]
masthead-bar bbox=[33, 4, 911, 20]
photo-person bbox=[417, 1195, 455, 1282]
photo-paper-clip bbox=[363, 162, 448, 220]
photo-person-head bbox=[466, 761, 496, 795]
lead-story-text: ಪ್ರತಿ ವರ್ಷ ಕರ್ನಾಟಕದಲ್ಲಿ ಜುಲೈ 1ರಂದು 'ಪತ್ರಿಕಾ ದಿನ'ವನ್ನು ಆಚರಿಸಲಾಗುತ್ತದೆ. ಕನ್ನಡದ ಮೊದಲ ಪತ್ರಿಕೆ ಮಂಗಳೂರು ಸಮಾಚಾರ ಪ್ರಕಟಗೊಂಡ ದಿನವಾಗಿದ್ದು ಪತ್ರಿಕೋದ್ಯಮದ ಪರಿಚಯ, ಅದರ ಹಿನ್ನೆಲೆ, ಕಾಲಕ್ಕೆ ತಕ್ಕಂತೆ ಅದು ಬದಲಾದ ವೈಖರಿ ಬಗ್ಗೆ ಜನಸಾಮಾನ್ಯರಿಗೆ ತಿಳಿಸಬೇಕು ಎನ್ನುವ ಉದ್ದೇಶದಿಂದ ಈ ದಿನ ಕರ್ನಾಟಕದಲ್ಲಿ 'ಪತ್ರಿಕಾ ದಿನಾಚರಣೆ' ಆಚರಿಸಲಾಗುತ್ತದೆ. ಕನ್ನಡದ ಪ್ರಪ್ರಥಮ ಪತ್ರಿಕೆ ಮಂಗಳೂರು ಸಮಾಚಾರ 1843ರ ಜುಲೈ 1ರಂದ ಮಂಗಳೂರಿನಲ್ಲಿ ಬಾಸೆಲ್ ಮಿಷನರಿ ಮುದ್ರಣಾಲಯದಿಂದ ಪ್ರಕಟವಾಯಿತು. ಅದರು ಸಂಪಾದಕರಾಗಿದ್ದರು. ಜರ್ಮನ್‌ನ ಮತ ಪ್ರಚಾರಕರಾದ ಮೋಗ್ಲಿಂಗ್ ಅವರನ್ನು ಕನ್ನಡ ಪತ್ರಿಕೋದ್ಯಮದ ಮೂಲಪುರುಷ, ಕನ್ನಡ ಪತ್ರಿಕೋದ್ಯಮದ ಪಿತಾಮಹ ಎಂದು ಅವರನ್ನು ಕರೆಯಲಾಗುತ್ತದೆ. ಮಂಗಳೂರು ಸಮಾಚಾರ ಪತ್ರಿಕೆ 8 ತಿಂಗಳ ಕಾಲ ಪ್ರಕಟಗೊಂಡಿತು. bbox=[595, 123, 733, 266]
ksou-headline bbox=[36, 1013, 260, 1073]
kannada-lit-column-4 bbox=[736, 1157, 908, 1427]
kannada-lit-column-2 bbox=[408, 1284, 566, 1424]
ksou-story-body bbox=[40, 1103, 260, 1423]
farmers-headline bbox=[36, 694, 256, 742]
police-story-text: ತುಮಕೂರು: ತುಮಕೂರು ಗ್ರಾಮಾಂತರ ಪೊಲೀಸ್ ಠಾಣೆಯಲ್ಲಿ ಇತ್ತೀಚೆಗೆ 3 ಪ್ರತ್ಯೇಕ ಕಾಣೆ ಪ್ರಕರಣಗಳು ದಾಖಲಾಗಿವೆ ಎಂದು ಪೊಲೀಸ್ ಇನ್ಸ್‌ಪೆಕ್ಟರ್ ತಿಳಿಸಿದ್ದಾರೆ. ಪ್ರಕರಣ 1: ಅಂತರಸನಹಳ್ಳಿ ಬೋವಿಪಾಳ್ಯದಲ್ಲಿ ವಾಸವಾಗಿದ್ದ 33 ವರ್ಷದ ಬಾಲಕೃಷ್ಣ ಎಂಬುವರು ಜೂನ್ 25ರಂದು ಕಾಣೆಯಾಗಿದ್ದಾರೆ. ಈತನು 5.6 ಅಡಿ ಎತ್ತರ, ಸಾಧಾರಣ ಮೈಕಟ್ಟು, ಗೋಧಿ ಮೈಬಣ್ಣ ಹೊಂದಿದ್ದು ಕನ್ನಡ ಭಾಷೆ ಮಾತನಾಡುತ್ತಾನೆ. ಪ್ರಕರಣ 2: ಹೆಗ್ಗೆರೆ ಗ್ರಾಮದ 19 ವರ್ಷದ ಯುವತಿ ಕಾಲೇಜಿಗೆ ಹೋಗಿ ಬರುವುದಾಗಿ ಮನೆಯಿಂದ ಹೊರಟವಳು ಮನೆಗೆ ವಾಪಸ್ಸಾಗಿಲ್ಲ. ಪ್ರಕರಣ 3: ಕ್ಯಾತ್ಸಂದ್ರದ 45 ವರ್ಷದ ವ್ಯಕ್ತಿ ಮನೆಯಿಂದ ಹೋದವರು ಹಿಂತಿರುಗಿಲ್ಲ. ಈ ಕಾಣೆಯಾದ ವ್ಯಕ್ತಿಗಳ ಸುಳಿವು ಸಿಕ್ಕಲ್ಲಿ ಹತ್ತಿರದ ಪೊಲೀಸ್ ಠಾಣೆಗೆ ಮಾಹಿತಿ ನೀಡಬೇಕು. ಕಾಣೆಯಾದ ಇವರುಗಳ ಬಗ್ಗೆ ಸುಳಿವು ಸಿಕ್ಕಲ್ಲಿ ಕೂಡಲೇ ಹತ್ತಿರದ ಪೊಲೀಸ್ ಠಾಣೆಯನ್ನು ಸಂಪರ್ಕಿಸಬೇಕೆಂದು ಅವರು ತಿಳಿಸಿದ್ದಾರೆ. bbox=[704, 742, 908, 839]
photo-person bbox=[457, 1201, 491, 1282]
farmers-story-text: ಕೊರಟಗೆರೆ: ತಾಲ್ಲೂಕಿನ 2025-26 ನೇ ಸಾಲಿನ ಪ್ರಧಾನ ಮಂತ್ರಿ ಫಸಲ್ ಬಿಮಾ(ವಿಮಾ) ಯೋಜನೆಯನ್ನು ಜಾರಿಗೊಳಿಸಿದ್ದು, ವಿವಿಧ ವಿಮಾ ಘಟಕಗಳಲ್ಲಿ ಅಧಿಸೂಚಿಸಲಾದ ಬೆಳೆಗಳಿಗೆ ಬೆಳೆ ಸಾಲ ಪಡೆದ ಹಾಗೂ ಸಾಲ ಪಡೆಯದ ರೈತ ಬಾಂಧವರು ಶೇಂಗಾ(ನೀ), ತೊಗರಿ(ಮ.ಆ). ಬೆಳೆಗಳಿಗೆ ಜುಲೈ 15 ಮುಸುಕಿನ ಜೋಳ(ಮ.ಆ) ಮತ್ತು ಮುಸುಕಿನ ಜೋಳ(ನೀ) ಬೆಳೆಗಳಿಗೆ ಜುಲೈ31 ಹಾಗೂ ಭತ್ತ(ನೀ), ಶೇಂಗಾ(ಮ.ಆ), ರಾಗಿ(ಮ.ಆ), ರಾಗಿ(ನೀ) ಮತ್ತು ಹುರುಳಿ(ಮ.ಆ) ಬೆಳೆಗಳಿಗೆ ಆಗಸ್ಟ್ 16 ರೊಳಗಾಗಿ ನೋಂದಾಯಿಸಿಕೊಳ್ಳಬೇಕು. ಕಡೆ ದಿನಾಂಕದೊಳಗಾಗಿ ರೈತರು ಬೆಳೆ ವಿಮೆ ನೋಂದಾಯಿಸಿಕೊಳ್ಳಲು ಕೃಷಿ ಇಲಾಖೆಯ ರೈತ ಸಂಪರ್ಕ ಕೇಂದ್ರ ನಿರ್ದೇಶಕರಾದ ರಂಗಸ್ವಾಮಿ ಎಂ.ಆರ್ ರವರು ಪತ್ರಿಕಾ ಪ್ರಕಟಣೆಯಲ್ಲಿ ತಿಳಿಸಿದ್ದಾರೆ. ಈಗಾಗಲೇ ತಾಲ್ಲೂಕಿನಲ್ಲಿ ಸುಮಾರು 134 ಐ ಬೆಳೆ ವಿಮೆ ಬೆಳೆಗಳಿಗೆ ರೈತರು ಸಮೀಪದ ಬ್ಯಾಂಕ್ ಗಳಲ್ಲಿ ಅಥವಾ ಸಾಮಾನ್ಯ ಸೇವಾ ಕೇಂದ್ರಗಳಲ್ಲಿ ಬೆಳೆ ವಿಮೆ ನೋಂದಾಯಿಸಿಕೊಳ್ಳಬೇಕೆಂದು ಅವರು ತಿಳಿಸಿದ್ದಾರೆ. ಹೆಚ್ಚಿನ ಮಾಹಿತಿಗೆ ರೈತ ಸಂಪರ್ಕ ಕೇಂದ್ರ ಸಂಪರ್ಕಿಸಬಹುದು. ಆಸಕ್ತ ರೈತರು ಸಮೀಪದ ಬ್ಯಾಂಕ್ ಗಳಲ್ಲಿ, ಸಹಕಾರ ಸಂಘಗಳಲ್ಲಿ ಅಥವಾ ಗ್ರಾಮ ಒನ್ ಕೇಂದ್ರಗಳಲ್ಲಿ ಬೆಳೆ ವಿಮೆ ನೋಂದಾಯಿಸಿಕೊಳ್ಳಬಹುದಾಗಿದೆ. bbox=[40, 752, 260, 905]
lead-story-column-5 bbox=[740, 358, 908, 640]
column-divider bbox=[263, 662, 264, 1102]
lead-headline: ಕಾವಲುನಾಯಿ ಮಲಗಿದೆ ಏಳುವುದೆಂತೋ? bbox=[44, 35, 922, 109]
photo-person-head bbox=[412, 757, 440, 791]
accident-story-text: ಕುಣಿಗಲ್:ತಾಲ್ಲೂಕಿನ ಕುಣಿಗಲ್ ಬೈಪಾಸ್‌ನಲ್ಲಿ ಕಾರು ಹಾಗೂ ಕ್ಯಾಂಟರ್ ವಾಹನ ನಡುವೆ ಭೀಕರ ಅಪಘಾತ ಸಂಭವಿಸಿ ಒಂದೇ ಕುಟುಂಬದ ನಾಲ್ಕು ಮಂದಿ ಸ್ಥಳದಲ್ಲೇ ಸಾವು ಮುಗಿಲು ಮುಟ್ಟಿದ ಸಂಬಂಧಿಕರ ಆಕ್ರಂದನ. ಭಾನುವಾರ ರಾತ್ರಿ ಕುಣಿಗಲ್ ಪಟ್ಟಣದ ಹೊರವಲಯದಲ್ಲಿ ಬರುವ ರಾಷ್ಟ್ರೀಯ ಹೆದ್ದಾರಿ 75ರ ಅಂಚೆಪಾಳ್ಯ ಸಮೀಪ ಅಪಘಾತ ಸಂಭವಿಸಿದೆ. ಇದರಲ್ಲಿ ಒಂದೇ ಕುಟುಂಬದ ಗಂಡ, ಹೆಂಡತಿ, ಮಗ, ಮಗಳು ದುರ್ಮರಣ ಹೊಂದಿದ್ದಾರೆ. ಬೈಪಾಸ್‌ನಲ್ಲಿರುವ ಬಿಜಿಎಸ್ ರೆಸ್ಟೋರೆಂಟ್ ಸಮೀಪ ಈ ದುರ್ಘಟನೆ ಸಂಭವಿಸಿದೆ. ಮೃತಪಟ್ಟ ದುರ್ದೈವಿಗಳು ಹಾಸನ ಜಿಲ್ಲೆಯವರು ಎಂದು ತಿಳಿದುಬಂದಿದೆ. bbox=[270, 736, 378, 868]
portrait-shirt bbox=[197, 805, 253, 844]
portrait-head bbox=[209, 765, 241, 803]
lead-story-column-3 bbox=[398, 338, 588, 654]
police-headline-line-2: ಪ್ರತ್ಯೇಕ ಕಾಣೆ ಪ್ರಕರಣ ದಾಖಲು bbox=[741, 717, 869, 732]
